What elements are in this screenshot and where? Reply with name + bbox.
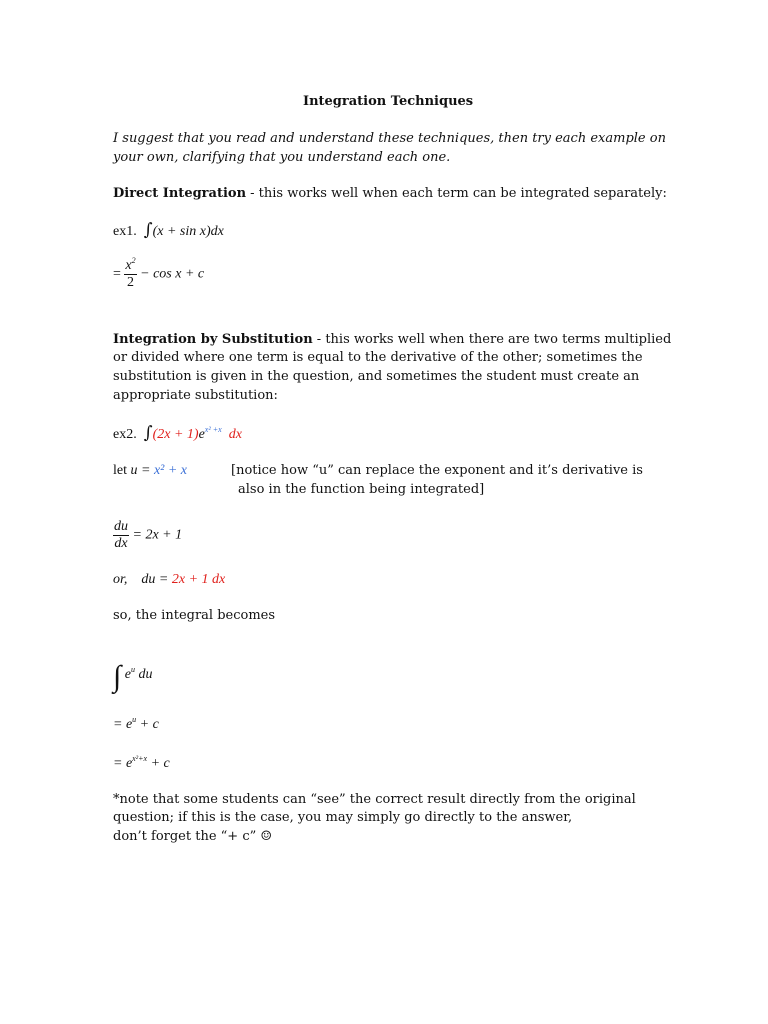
example-2-base: e bbox=[198, 427, 205, 442]
example-2-dx: dx bbox=[228, 427, 242, 442]
derivative-fraction bbox=[113, 519, 129, 552]
result-step-2: = $e^{x^2+x} + c$ bbox=[113, 754, 170, 771]
let-expression: x² + x bbox=[153, 463, 188, 478]
transformed-du: du bbox=[138, 667, 153, 682]
page-title: Integration Techniques bbox=[303, 94, 474, 109]
direct-integration-paragraph bbox=[113, 185, 667, 203]
result-tail: − cos x + c bbox=[140, 266, 205, 282]
transformed-integral: ∫ $e^u$ du bbox=[113, 660, 153, 693]
example-1-integrand: (x + sin x)dx bbox=[152, 224, 224, 239]
substitution-note-line-2: also in the function being integrated] bbox=[238, 482, 485, 497]
let-label: let bbox=[113, 463, 127, 478]
substitution-paragraph-line-1 bbox=[113, 331, 671, 349]
result-exponent: 2 bbox=[131, 256, 136, 265]
result-step-1: = $e^u + c$ bbox=[113, 715, 159, 732]
result-step-2-tail: + c bbox=[150, 756, 170, 771]
let-statement bbox=[113, 462, 187, 480]
substitution-description: - this works well when there are two terms multiplied bbox=[312, 332, 672, 347]
direct-integration-description: - this works well when each term can be integrated separately: bbox=[246, 186, 667, 201]
example-1-result: = $\frac{x^2}{2}$ − cos x + c bbox=[113, 256, 205, 290]
example-2-exponent: x² +x bbox=[204, 425, 222, 434]
differential-lhs: du = bbox=[141, 572, 169, 587]
derivative-numerator: du bbox=[114, 519, 128, 534]
derivative-rhs: = 2x + 1 bbox=[132, 527, 183, 543]
integral-sign: ∫ bbox=[143, 220, 153, 240]
example-1 bbox=[113, 221, 224, 241]
substitution-paragraph-line-4: appropriate substitution: bbox=[113, 388, 278, 403]
result-step-2-exponent: x²+x bbox=[132, 754, 148, 763]
integral-becomes-text: so, the integral becomes bbox=[113, 608, 276, 623]
or-label: or, bbox=[113, 572, 128, 587]
substitution-note-line-1: [notice how “u” can replace the exponent and it’s derivative is bbox=[231, 463, 643, 478]
result-denominator: 2 bbox=[127, 275, 135, 290]
direct-integration-heading: Direct Integration bbox=[113, 186, 247, 201]
derivative-denominator: dx bbox=[114, 536, 128, 551]
substitution-paragraph-line-2: or divided where one term is equal to the derivative of the other; sometimes the bbox=[113, 350, 643, 365]
example-1-label: ex1. bbox=[113, 224, 137, 239]
integral-sign: ∫ bbox=[143, 423, 153, 443]
substitution-heading: Integration by Substitution bbox=[113, 332, 313, 347]
footnote-line-3: don’t forget the “+ c” ☺ bbox=[113, 829, 273, 844]
example-2-factor: (2x + 1) bbox=[152, 427, 199, 442]
differential-form bbox=[113, 571, 225, 589]
differential-rhs: 2x + 1 dx bbox=[171, 572, 226, 587]
integral-sign-large: ∫ bbox=[113, 660, 122, 693]
example-2-label: ex2. bbox=[113, 427, 137, 442]
intro-line-1: I suggest that you read and understand these techniques, then try each example on bbox=[113, 131, 666, 146]
footnote-line-2: question; if this is the case, you may simply go directly to the answer, bbox=[113, 810, 573, 825]
let-variable: u = bbox=[130, 463, 151, 478]
derivative-equation bbox=[113, 519, 182, 552]
result-fraction bbox=[124, 258, 136, 291]
example-2 bbox=[113, 424, 242, 444]
result-numerator: x bbox=[125, 258, 132, 273]
footnote-line-1: *note that some students can “see” the correct result directly from the original bbox=[113, 792, 636, 807]
result-step-1-tail: + c bbox=[139, 717, 159, 732]
substitution-paragraph-line-3: substitution is given in the question, and sometimes the student must create an bbox=[113, 369, 640, 384]
transformed-exponent: u bbox=[130, 665, 135, 674]
intro-line-2: your own, clarifying that you understand each one. bbox=[113, 150, 451, 165]
